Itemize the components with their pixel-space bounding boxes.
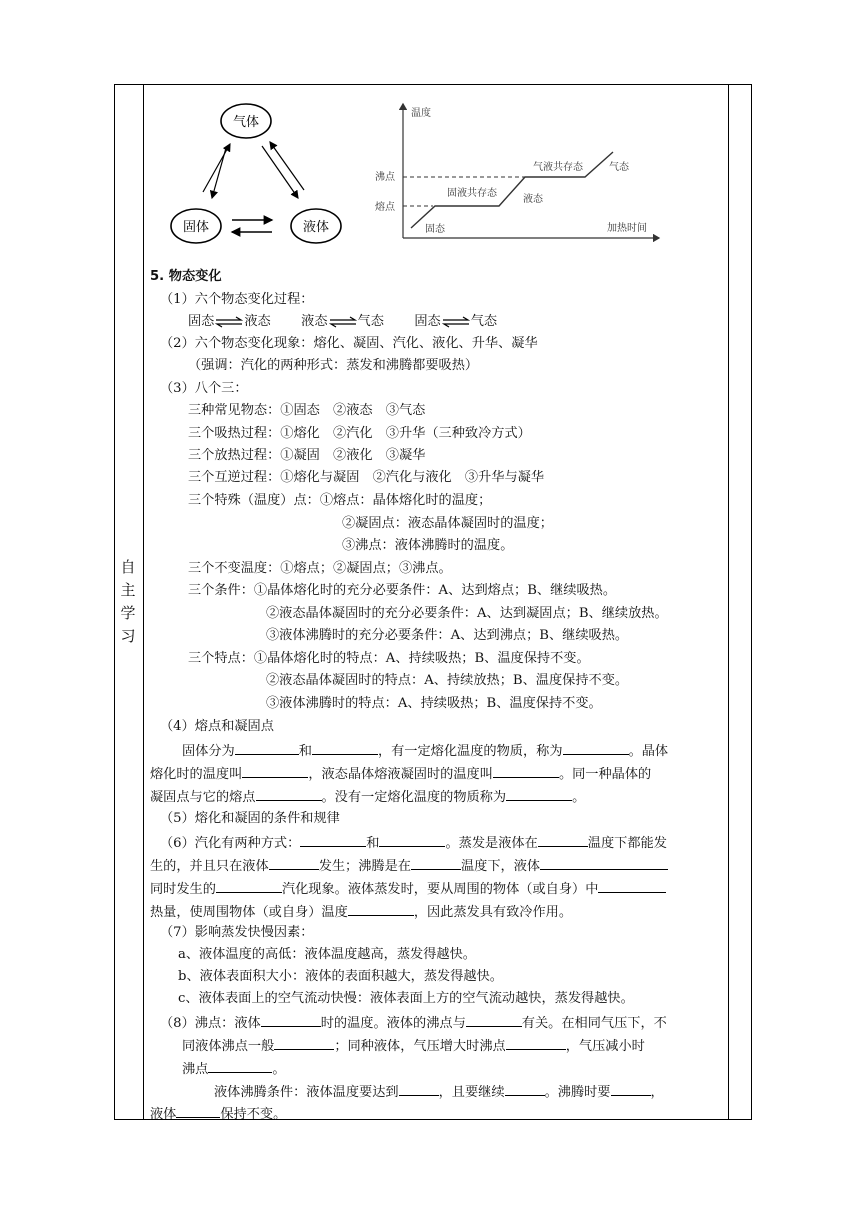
special-point-2: ②凝固点：液态晶体凝固时的温度； bbox=[342, 516, 553, 531]
text-seg: ，气压减小时 bbox=[565, 1039, 645, 1054]
para-8-line-2 bbox=[182, 1036, 645, 1056]
state-diagram bbox=[168, 94, 353, 254]
text-seg: 。沸腾时要 bbox=[544, 1085, 611, 1100]
pair-a: 固态 bbox=[414, 314, 441, 329]
column-divider-left bbox=[143, 84, 144, 1120]
text-seg: 固体分为 bbox=[182, 744, 235, 759]
gas-liquid-label: 气液共存态 bbox=[533, 162, 583, 173]
para-6-line-4 bbox=[150, 902, 572, 922]
text-seg: 。没有一定熔化温度的物质称为 bbox=[321, 790, 507, 805]
blank bbox=[399, 1082, 439, 1096]
text-seg: 同液体沸点一般 bbox=[182, 1039, 275, 1054]
text-seg: ，因此蒸发具有致冷作用。 bbox=[413, 905, 573, 920]
feature-3: ③液体沸腾时的特点：A、持续吸热；B、温度保持不变。 bbox=[266, 696, 602, 711]
text-seg: ；同种液体，气压增大时沸点 bbox=[334, 1039, 506, 1054]
blank bbox=[540, 856, 668, 870]
solid-label: 固体 bbox=[182, 220, 210, 235]
side-label bbox=[118, 556, 138, 648]
blank bbox=[300, 833, 366, 847]
text-seg: 时的温度。液体的沸点与 bbox=[320, 1016, 466, 1031]
para-4-line-3 bbox=[150, 787, 585, 807]
three-item: 三个放热过程：①凝固 ②液化 ③凝华 bbox=[188, 448, 426, 463]
para-4-line-1 bbox=[182, 741, 668, 761]
condition-1: 三个条件：①晶体熔化时的充分必要条件：A、达到熔点；B、继续吸热。 bbox=[188, 583, 617, 598]
side-char: 自 bbox=[120, 558, 136, 576]
arrow-gas-to-liquid bbox=[262, 146, 298, 198]
para-7b: b、液体表面积大小：液体的表面积越大，蒸发得越快。 bbox=[178, 969, 503, 984]
text-seg: 温度下，液体 bbox=[461, 859, 541, 874]
constant-temps: 三个不变温度：①熔点；②凝固点；③沸点。 bbox=[188, 561, 452, 576]
text-seg: ， bbox=[650, 1085, 664, 1100]
text-seg: 。 bbox=[572, 790, 586, 805]
text-seg: 沸点 bbox=[182, 1062, 209, 1077]
gas-state-label: 气态 bbox=[609, 162, 629, 173]
three-item: 三个互逆过程：①熔化与凝固 ②汽化与液化 ③升华与凝华 bbox=[188, 470, 545, 485]
gas-label: 气体 bbox=[232, 115, 260, 130]
text-seg: ，有一定熔化温度的物质，称为 bbox=[377, 744, 563, 759]
x-axis-label: 加热时间 bbox=[607, 223, 647, 234]
column-divider-right bbox=[728, 84, 729, 1120]
text-seg: 热量，使周围物体（或自身）温度 bbox=[150, 905, 348, 920]
heating-curve bbox=[373, 98, 663, 256]
pair-b: 气态 bbox=[357, 314, 384, 329]
blank bbox=[235, 741, 299, 755]
para-2: （2）六个物态变化现象：熔化、凝固、汽化、液化、升华、凝华 bbox=[160, 336, 538, 351]
y-axis-label: 温度 bbox=[411, 108, 431, 119]
blank bbox=[256, 787, 322, 801]
blank bbox=[208, 1059, 272, 1073]
text-seg: 生的，并且只在液体 bbox=[150, 859, 269, 874]
pair-b: 液态 bbox=[244, 314, 271, 329]
blank bbox=[274, 1036, 334, 1050]
text-seg: 。蒸发是液体在 bbox=[445, 836, 538, 851]
side-char: 习 bbox=[120, 627, 136, 645]
reversible-arrow-icon bbox=[442, 316, 470, 328]
blank bbox=[269, 856, 319, 870]
text-seg: 汽化现象。液体蒸发时，要从周围的物体（或自身）中 bbox=[281, 882, 599, 897]
feature-2: ②液态晶体凝固时的特点：A、持续放热；B、温度保持不变。 bbox=[266, 673, 629, 688]
blank bbox=[216, 879, 282, 893]
boiling-point-label: 沸点 bbox=[375, 172, 395, 183]
blank bbox=[411, 856, 461, 870]
solid-liquid-label: 固液共存态 bbox=[447, 188, 497, 199]
blank bbox=[538, 833, 588, 847]
blank bbox=[505, 1082, 545, 1096]
side-char: 学 bbox=[120, 604, 136, 622]
blank bbox=[379, 833, 445, 847]
text-seg: 液体沸腾条件：液体温度要达到 bbox=[214, 1085, 399, 1100]
para-7c: c、液体表面上的空气流动快慢：液体表面上方的空气流动越快，蒸发得越快。 bbox=[178, 991, 634, 1006]
blank bbox=[506, 787, 572, 801]
side-char: 主 bbox=[120, 581, 136, 599]
three-item: 三个吸热过程：①熔化 ②汽化 ③升华（三种致冷方式） bbox=[188, 426, 531, 441]
para-9-line-2 bbox=[150, 1104, 286, 1124]
text-seg: 。同一种晶体的 bbox=[558, 767, 652, 782]
text-seg: 。 bbox=[272, 1062, 286, 1077]
melting-point-label: 熔点 bbox=[375, 202, 395, 213]
text-seg: ，且要继续 bbox=[438, 1085, 505, 1100]
para-4-line-2 bbox=[150, 764, 651, 784]
para-4: （4）熔点和凝固点 bbox=[160, 719, 274, 734]
blank bbox=[506, 1036, 566, 1050]
blank bbox=[598, 879, 666, 893]
section-title: 5. 物态变化 bbox=[150, 269, 222, 284]
para-6-line-2 bbox=[150, 856, 668, 876]
text-seg: （8）沸点：液体 bbox=[160, 1016, 261, 1031]
text-seg: 。晶体 bbox=[628, 744, 669, 759]
blank bbox=[348, 902, 414, 916]
blank bbox=[312, 741, 378, 755]
blank bbox=[611, 1082, 651, 1096]
text-seg: 和 bbox=[298, 744, 312, 759]
text-seg: 发生；沸腾是在 bbox=[318, 859, 411, 874]
condition-2: ②液态晶体凝固时的充分必要条件：A、达到凝固点；B、继续放热。 bbox=[266, 606, 668, 621]
para-7a: a、液体温度的高低：液体温度越高，蒸发得越快。 bbox=[178, 947, 476, 962]
para-3: （3）八个三： bbox=[160, 381, 248, 396]
reversible-arrow-icon bbox=[329, 316, 357, 328]
para-1: （1）六个物态变化过程： bbox=[160, 292, 314, 307]
condition-3: ③液体沸腾时的充分必要条件：A、达到沸点；B、继续吸热。 bbox=[266, 628, 629, 643]
text-seg: 有关。在相同气压下，不 bbox=[521, 1016, 667, 1031]
para-6-line-1 bbox=[160, 833, 667, 853]
pair-b: 气态 bbox=[470, 314, 498, 329]
para-2-note: （强调：汽化的两种形式：蒸发和沸腾都要吸热） bbox=[188, 358, 479, 373]
liquid-state-label: 液态 bbox=[523, 194, 543, 205]
text-seg: （6）汽化有两种方式： bbox=[160, 836, 301, 851]
special-point-3: ③沸点：液体沸腾时的温度。 bbox=[342, 538, 514, 553]
para-7: （7）影响蒸发快慢因素： bbox=[160, 925, 314, 940]
para-8-line-1 bbox=[160, 1013, 667, 1033]
pair-a: 固态 bbox=[188, 314, 215, 329]
text-seg: ，液态晶体熔液凝固时的温度叫 bbox=[308, 767, 493, 782]
pair-a: 液态 bbox=[301, 314, 328, 329]
reversible-arrow-icon bbox=[215, 316, 243, 328]
para-8-line-3 bbox=[182, 1059, 286, 1079]
feature-1: 三个特点：①晶体熔化时的特点：A、持续吸热；B、温度保持不变。 bbox=[188, 651, 590, 666]
blank bbox=[242, 764, 308, 778]
arrow-solid-to-gas bbox=[203, 144, 230, 192]
blank bbox=[176, 1104, 220, 1118]
text-seg: 凝固点与它的熔点 bbox=[150, 790, 256, 805]
blank bbox=[493, 764, 559, 778]
three-item: 三种常见物态：①固态 ②液态 ③气态 bbox=[188, 403, 426, 418]
liquid-label: 液体 bbox=[302, 220, 330, 235]
three-item: 三个特殊（温度）点：①熔点：晶体熔化时的温度； bbox=[188, 493, 492, 508]
para-5: （5）熔化和凝固的条件和规律 bbox=[160, 811, 340, 826]
text-seg: 熔化时的温度叫 bbox=[150, 767, 243, 782]
blank bbox=[466, 1013, 522, 1027]
blank bbox=[261, 1013, 321, 1027]
text-seg: 同时发生的 bbox=[150, 882, 216, 897]
text-seg: 保持不变。 bbox=[220, 1107, 287, 1122]
text-seg: 温度下都能发 bbox=[587, 836, 667, 851]
text-seg: 液体 bbox=[150, 1107, 177, 1122]
solid-state-label: 固态 bbox=[425, 224, 445, 235]
para-6-line-3 bbox=[150, 879, 666, 899]
text-seg: 和 bbox=[366, 836, 380, 851]
para-9-line-1 bbox=[214, 1082, 664, 1102]
blank bbox=[563, 741, 629, 755]
pairs-line bbox=[188, 313, 497, 331]
